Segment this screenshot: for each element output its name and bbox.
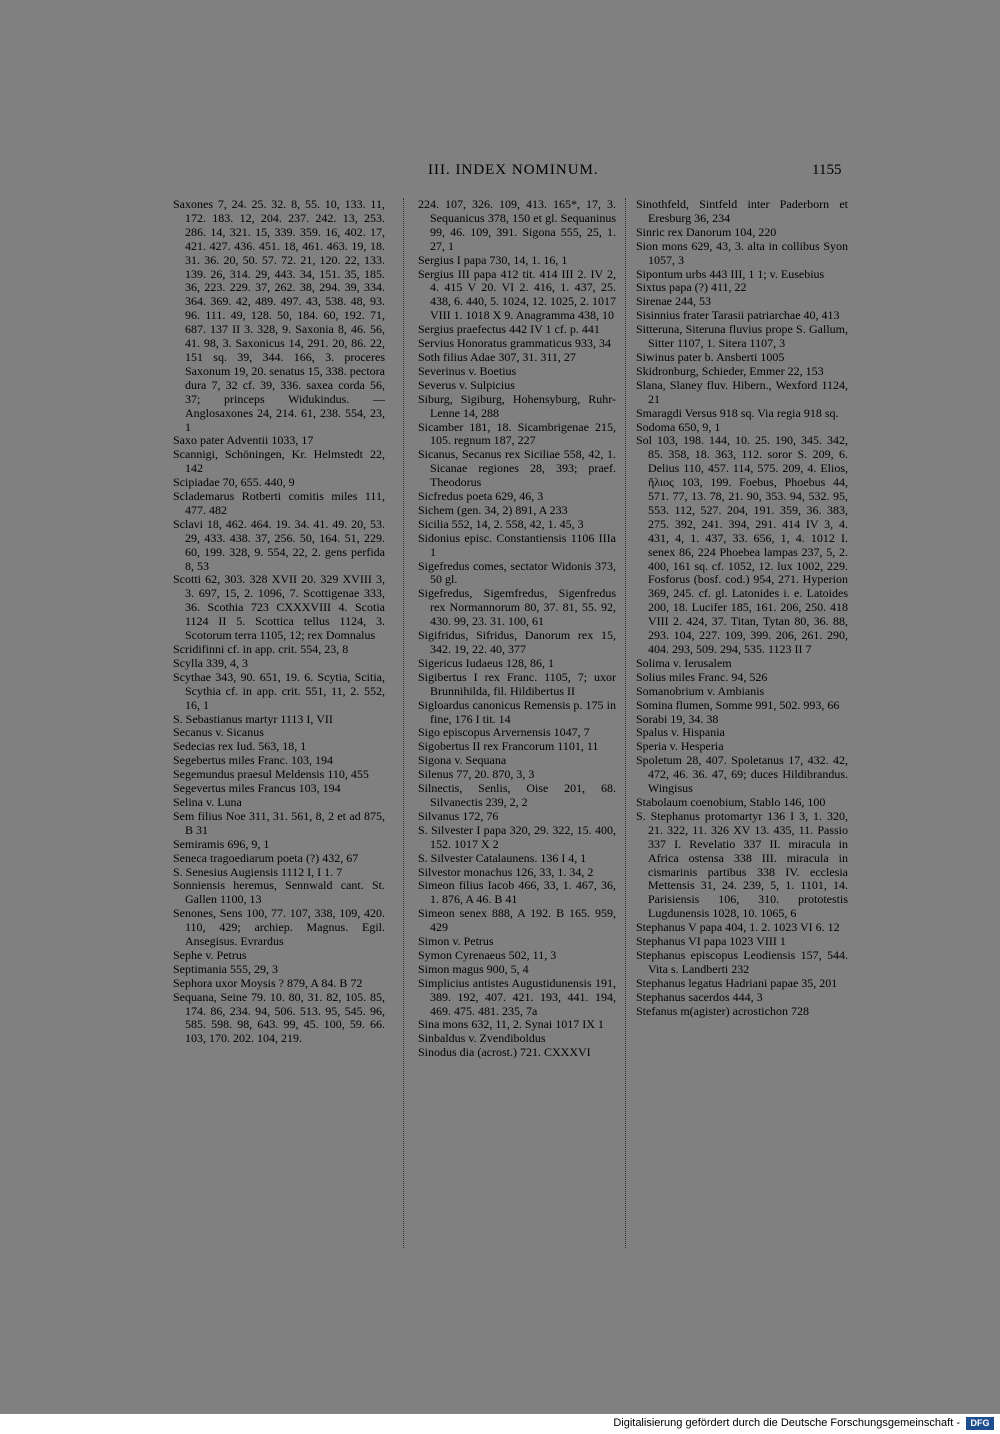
index-entry: Scipiadae 70, 655. 440, 9	[173, 475, 295, 490]
index-entry: Sergius praefectus 442 IV 1 cf. p. 441	[418, 322, 600, 337]
index-entry: Sodoma 650, 9, 1	[636, 419, 721, 434]
index-entry: Smaragdi Versus 918 sq. Via regia 918 sq.	[636, 405, 839, 420]
index-entry: Sicfredus poeta 629, 46, 3	[418, 489, 544, 504]
index-entry: Seneca tragoediarum poeta (?) 432, 67	[173, 850, 359, 865]
index-entry: Sidonius episc. Constantiensis 1106 IIIa 1	[418, 530, 616, 559]
index-entry: Selina v. Luna	[173, 794, 242, 809]
column-divider	[403, 198, 404, 1248]
index-entry: Sinbaldus v. Zvendiboldus	[418, 1031, 546, 1046]
index-entry: Sigefredus, Sigemfredus, Sigenfredus rex Normannorum 80, 37. 81, 55. 92, 430. 99, 23. 31. 100, 61	[418, 586, 616, 629]
index-entry: Scannigi, Schöningen, Kr. Helmstedt 22, 142	[173, 447, 385, 476]
index-entry: S. Silvester Catalaunens. 136 I 4, 1	[418, 850, 587, 865]
index-entry: Sigibertus I rex Franc. 1105, 7; uxor Brunnihilda, fil. Hildibertus II	[418, 669, 616, 698]
index-entry: Stefanus m(agister) acrostichon 728	[636, 1003, 809, 1018]
index-entry: Sclademarus Rotberti comitis miles 111, 477. 482	[173, 489, 385, 517]
index-entry: Sina mons 632, 11, 2. Synai 1017 IX 1	[418, 1017, 604, 1032]
index-entry: Servius Honoratus grammaticus 933, 34	[418, 336, 611, 351]
index-entry: Soth filius Adae 307, 31. 311, 27	[418, 349, 576, 364]
index-entry: Sichem (gen. 34, 2) 891, A 233	[418, 502, 568, 517]
index-entry: Spalus v. Hispania	[636, 725, 725, 740]
index-entry: Stephanus V papa 404, 1. 2. 1023 VI 6. 12	[636, 920, 840, 935]
index-column-left	[173, 198, 385, 1258]
index-entry: Sedecias rex Iud. 563, 18, 1	[173, 739, 307, 754]
index-entry: Sigericus Iudaeus 128, 86, 1	[418, 655, 554, 670]
index-entry: Sicilia 552, 14, 2. 558, 42, 1. 45, 3	[418, 516, 584, 531]
index-entry: Solius miles Franc. 94, 526	[636, 669, 768, 684]
index-entry: Sorabi 19, 34. 38	[636, 711, 719, 726]
index-entry: Sergius I papa 730, 14, 1. 16, 1	[418, 252, 568, 267]
index-entry: Stephanus VI papa 1023 VIII 1	[636, 934, 786, 949]
index-entry: Sixtus papa (?) 411, 22	[636, 280, 747, 295]
index-entry: Sirenae 244, 53	[636, 294, 711, 309]
index-entry: Stephanus episcopus Leodiensis 157, 544. Vita s. Landberti 232	[636, 947, 848, 976]
index-entry: Sigona v. Sequana	[418, 753, 507, 768]
index-column-middle	[418, 198, 616, 1258]
index-entry: Saxones 7, 24. 25. 32. 8, 55. 10, 133. 11, 172. 183. 12, 204. 237. 242. 13, 253. 286. 14, 321. 15, 339. 359. 16, 402. 17, 421. 427. 436. 451. 18, 461. 463. 19, 18. 31. 36. 20, 50. 57. 72. 21, 120. 22, 133. 139. 26, 314. 29, 443. 34, 151. 35, 185. 36, 223. 229. 37, 262. 38, 294. 39, 334. 364. 369. 42, 489. 497. 43, 538. 48, 93. 96. 111. 49, 128. 50, 184. 60, 192. 71, 687. 137 II 3. 328, 9. Saxonia 8, 46. 56, 41. 98, 3. Saxonicus 14, 291. 20, 86. 22, 151 sq. 39, 344. 166, 3. proceres Saxonum 19, 20. senatus 15, 338. pectora dura 7, 32 cf. 39, 336. saxea corda 56, 37; princeps Widukindus. — Anglosaxones 24, 214. 61, 238. 554, 23, 1	[173, 198, 385, 434]
index-entry: Scridifinni cf. in app. crit. 554, 23, 8	[173, 642, 349, 656]
index-entry: Sigifridus, Sifridus, Danorum rex 15, 342. 19, 22. 40, 377	[418, 628, 616, 656]
index-entry: Sigo episcopus Arvernensis 1047, 7	[418, 725, 590, 740]
index-entry: Silnectis, Senlis, Oise 201, 68. Silvanectis 239, 2, 2	[418, 781, 616, 809]
page-number: 1155	[812, 162, 842, 178]
index-entry: Siwinus pater b. Ansberti 1005	[636, 349, 785, 364]
index-entry: Scythae 343, 90. 651, 19. 6. Scytia, Scitia, Scythia cf. in app. crit. 551, 11, 2. 552, 16, 1	[173, 669, 385, 712]
index-entry: Sicamber 181, 18. Sicambrigenae 215, 105. regnum 187, 227	[418, 419, 616, 448]
index-entry: Stephanus sacerdos 444, 3	[636, 989, 763, 1004]
index-entry: Senones, Sens 100, 77. 107, 338, 109, 420. 110, 429; archiep. Magnus. Egil. Ansegisus. Evrardus	[173, 906, 385, 949]
dfg-logo: DFG	[966, 1417, 994, 1430]
index-entry: Spoletum 28, 407. Spoletanus 17, 432. 42, 472, 46. 36. 47, 69; duces Hildibrandus. Wingisus	[636, 753, 848, 796]
index-entry: Stephanus legatus Hadriani papae 35, 201	[636, 975, 838, 990]
index-entry: Scotti 62, 303. 328 XVII 20. 329 XVIII 3, 3. 697, 15, 2. 1096, 7. Scottigenae 333, 36. Scothia 723 CXXXVIII 4. Scotia 1124 II 5. Scottica tellus 1124, 3. Scotorum terra 1105, 12; rex Domnalus	[173, 572, 385, 643]
index-entry: Siburg, Sigiburg, Hohensyburg, Ruhr-Lenne 14, 288	[418, 391, 616, 420]
funding-notice: Digitalisierung gefördert durch die Deutsche Forschungsgemeinschaft -	[613, 1417, 960, 1429]
index-entry: Sigefredus comes, sectator Widonis 373, 50 gl.	[418, 558, 616, 587]
index-entry: Sephe v. Petrus	[173, 947, 247, 962]
index-entry: Simplicius antistes Augustidunensis 191, 389. 192, 407. 421. 193, 441. 194, 469. 475. 481. 235, 7a	[418, 975, 616, 1018]
index-entry: S. Senesius Augiensis 1112 I, I 1. 7	[173, 864, 343, 879]
index-entry: Somanobrium v. Ambianis	[636, 683, 765, 698]
index-entry: Sigloardus canonicus Remensis p. 175 in fine, 176 I tit. 14	[418, 697, 616, 726]
index-entry: Silenus 77, 20. 870, 3, 3	[418, 767, 535, 782]
index-entry: Sion mons 629, 43, 3. alta in collibus Syon 1057, 3	[636, 238, 848, 267]
digitization-footer	[0, 1414, 1000, 1434]
index-entry: S. Silvester I papa 320, 29. 322, 15. 400, 152. 1017 X 2	[418, 822, 616, 851]
index-entry: Sergius III papa 412 tit. 414 III 2. IV 2, 4. 415 V 20. VI 2. 416, 1. 437, 25. 438, 6. 440, 5. 1024, 12. 1025, 2. 1017 VIII 1. 1018 X 9. Anagramma 438, 10	[418, 266, 616, 323]
index-entry: Silvanus 172, 76	[418, 808, 499, 823]
index-entry: Sisinnius frater Tarasii patriarchae 40, 413	[636, 308, 840, 323]
index-entry: Simon v. Petrus	[418, 934, 494, 949]
page-header	[0, 162, 1000, 182]
index-entry: Sitteruna, Siteruna fluvius prope S. Gallum, Sitter 1107, 1. Sitera 1107, 3	[636, 322, 848, 351]
column-divider	[625, 198, 626, 1248]
index-column-right	[636, 198, 848, 1258]
index-entry: S. Stephanus protomartyr 136 I 3, 1. 320, 21. 322, 11. 326 XV 13. 435, 11. Passio 337 I. Revelatio 337 II. miracula in Africa ostensa 338 III. miracula in cismarinis partibus 338 IV. ecclesia Mettensis 31, 24. 239, 5, 1. 1101, 14. Parisiensis 106, 310. prototestis Lugdunensis 1028, 10. 1065, 6	[636, 808, 848, 921]
index-entry: Slana, Slaney fluv. Hibern., Wexford 1124, 21	[636, 377, 848, 406]
index-entry: Severinus v. Boetius	[418, 363, 517, 378]
index-entry: Segemundus praesul Meldensis 110, 455	[173, 767, 369, 782]
index-entry: Sigobertus II rex Francorum 1101, 11	[418, 739, 599, 754]
index-entry: Sequana, Seine 79. 10. 80, 31. 82, 105. 85, 174. 86, 234. 94, 506. 513. 95, 545. 96, 585. 598. 98, 643. 99, 45. 100, 59. 66. 103, 170. 202. 104, 219.	[173, 989, 385, 1046]
index-entry: Speria v. Hesperia	[636, 739, 724, 754]
index-entry: Sephora uxor Moysis ? 879, A 84. B 72	[173, 975, 363, 990]
index-entry: Semiramis 696, 9, 1	[173, 836, 270, 851]
index-entry: Segevertus miles Francus 103, 194	[173, 781, 341, 796]
index-entry: Sinric rex Danorum 104, 220	[636, 224, 777, 239]
index-entry: Secanus v. Sicanus	[173, 725, 264, 740]
index-entry: Silvestor monachus 126, 33, 1. 34, 2	[418, 864, 594, 879]
index-entry: S. Sebastianus martyr 1113 I, VII	[173, 711, 333, 726]
index-entry: Sicanus, Secanus rex Siciliae 558, 42, 1. Sicanae regiones 28, 393; praef. Theodorus	[418, 447, 616, 490]
index-entry: Simon magus 900, 5, 4	[418, 961, 529, 976]
index-entry: Sinothfeld, Sintfeld inter Paderborn et Eresburg 36, 234	[636, 198, 848, 225]
index-entry: Sipontum urbs 443 III, 1 1; v. Eusebius	[636, 266, 825, 281]
index-entry: Symon Cyrenaeus 502, 11, 3	[418, 947, 557, 962]
index-entry: Septimania 555, 29, 3	[173, 961, 278, 976]
index-entry: Simeon senex 888, A 192. B 165. 959, 429	[418, 906, 616, 935]
index-entry: Scylla 339, 4, 3	[173, 655, 248, 670]
index-entry: Segebertus miles Franc. 103, 194	[173, 753, 333, 768]
index-entry: Saxo pater Adventii 1033, 17	[173, 433, 314, 448]
index-entry: Sonniensis heremus, Sennwald cant. St. Gallen 1100, 13	[173, 878, 385, 907]
index-entry: Stabolaum coenobium, Stablo 146, 100	[636, 794, 826, 809]
index-entry: Severus v. Sulpicius	[418, 377, 515, 392]
index-entry: Simeon filius Iacob 466, 33, 1. 467, 36, 1. 876, A 46. B 41	[418, 878, 616, 907]
index-entry: Sol 103, 198. 144, 10. 25. 190, 345. 342, 85. 358, 18. 363, 112. soror S. 209, 6. Delius 110, 457. 114, 575. 209, 4. Elios, ἥλιος 103, 199. Foebus, Phoebus 44, 571. 77, 13. 78, 21. 90, 353. 94, 532. 95, 553. 112, 527. 204, 191. 359, 36. 383, 275. 392, 241. 394, 291. 414 IV 3, 4. 431, 4, 1. 437, 33. 656, 1, 4. 1012 I. senex 86, 224 Phoebea lampas 237, 5, 2. 400, 161 sq. cf. 1052, 12. lux 1002, 229. Fosforus (bosf. cod.) 954, 271. Hyperion 369, 245. cf. gl. Latonides i. e. Latoides 200, 18. Lucifer 185, 161. 206, 250. 418 VIII 2. 424, 37. Titan, Tytan 80, 36. 88, 293. 104, 227. 109, 399. 206, 261. 290, 404. 293, 509. 294, 535. 1123 II 7	[636, 433, 848, 656]
index-entry: Skidronburg, Schieder, Emmer 22, 153	[636, 363, 824, 378]
index-entry: Sclavi 18, 462. 464. 19. 34. 41. 49. 20, 53. 29, 433. 438. 37, 256. 50, 164. 51, 229. 60, 199. 328, 9. 554, 22, 2. gens perfida 8, 53	[173, 516, 385, 573]
index-entry: Somina flumen, Somme 991, 502. 993, 66	[636, 697, 840, 712]
running-title: III. INDEX NOMINUM.	[428, 162, 599, 178]
index-entry: 224. 107, 326. 109, 413. 165*, 17, 3. Sequanicus 378, 150 et gl. Sequaninus 99, 46. 109, 391. Sigona 555, 25, 1. 27, 1	[418, 198, 616, 253]
index-entry: Solima v. Ierusalem	[636, 655, 732, 670]
index-entry: Sem filius Noe 311, 31. 561, 8, 2 et ad 875, B 31	[173, 808, 385, 837]
index-entry: Sinodus dia (acrost.) 721. CXXXVI	[418, 1045, 591, 1060]
